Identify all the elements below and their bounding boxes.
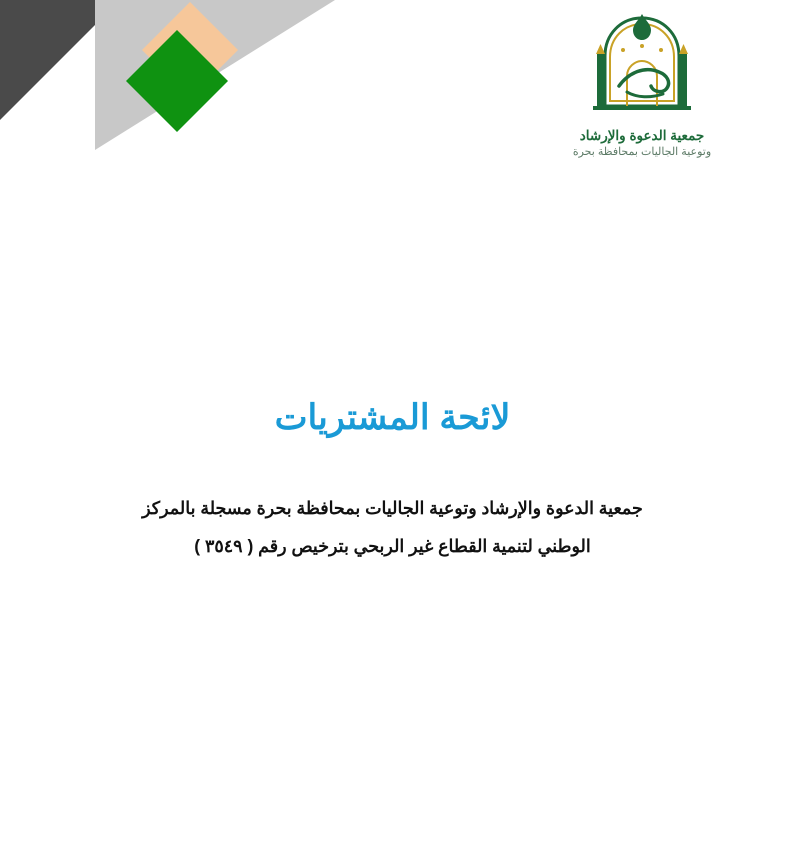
corner-shapes-svg <box>0 0 360 210</box>
logo-organization-name: جمعية الدعوة والإرشاد <box>579 128 705 143</box>
document-subtitle <box>96 490 689 565</box>
logo-emblem-icon <box>567 14 717 126</box>
document-subtitle-line-2: الوطني لتنمية القطاع غير الربحي بترخيص رقم ( ٣٥٤٩ ) <box>194 535 591 556</box>
document-subtitle-line-1: جمعية الدعوة والإرشاد وتوعية الجاليات بمحافظة بحرة مسجلة بالمركز <box>142 498 643 518</box>
organization-logo <box>547 14 737 158</box>
dark-triangle-shape <box>0 0 120 120</box>
mosque-dome-emblem-svg <box>567 14 717 126</box>
document-title: لائحة المشتريات <box>274 398 511 437</box>
green-diamond-shape <box>126 30 228 132</box>
logo-organization-tagline: وتوعية الجاليات بمحافظة بحرة <box>572 146 712 158</box>
peach-diamond-shape <box>142 2 238 98</box>
white-notch-shape <box>95 152 130 190</box>
decorative-corner-graphic <box>0 0 360 200</box>
gray-triangle-shape <box>95 0 335 150</box>
